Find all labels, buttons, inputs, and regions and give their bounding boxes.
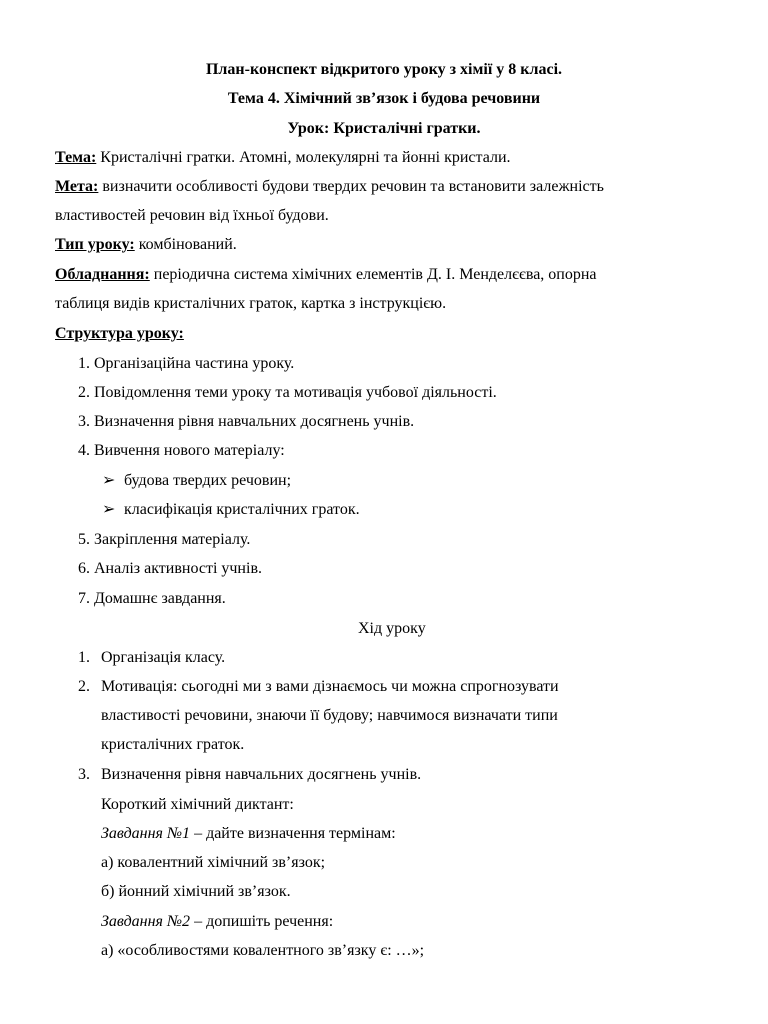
structure-item: 6. Аналіз активності учнів.	[78, 560, 262, 577]
structure-subitem	[102, 471, 291, 491]
task-2-row	[101, 912, 333, 932]
subitem-text: будова твердих речовин;	[124, 472, 292, 489]
course-item-text: властивості речовини, знаючи її будову; навчимося визначати типи	[101, 707, 558, 724]
structure-item: 1. Організаційна частина уроку.	[78, 355, 295, 372]
structure-item: 7. Домашнє завдання.	[78, 590, 226, 607]
document-title: План-конспект відкритого уроку з хімії у 8 класі.	[205, 61, 563, 78]
goal-row	[55, 177, 604, 197]
structure-heading: Структура уроку:	[55, 325, 184, 342]
task-1-item: а) ковалентний хімічний зв’язок;	[101, 854, 326, 871]
subitem-text: класифікація кристалічних граток.	[124, 501, 360, 518]
arrow-bullet-icon: ➢	[102, 501, 116, 518]
dictation-heading: Короткий хімічний диктант:	[101, 796, 294, 813]
structure-item: 4. Вивчення нового матеріалу:	[78, 442, 285, 459]
lesson-type-row	[55, 235, 237, 255]
structure-subitem	[102, 500, 360, 520]
theme-line: Тема 4. Хімічний зв’язок і будова речовини	[227, 90, 541, 107]
equipment-text: періодична система хімічних елементів Д. І. Менделєєва, опорна	[153, 266, 597, 283]
task-1-row	[101, 824, 396, 844]
course-item-number: 1.	[78, 649, 90, 666]
goal-text-continued: властивостей речовин від їхньої будови.	[55, 207, 329, 224]
task-1-item: б) йонний хімічний зв’язок.	[101, 883, 291, 900]
structure-item: 2. Повідомлення теми уроку та мотивація учбової діяльності.	[78, 384, 497, 401]
task-2-text: – допишіть речення:	[190, 913, 334, 930]
equipment-label: Обладнання:	[55, 266, 150, 283]
task-2-item: а) «особливостями ковалентного зв’язку є: …»;	[101, 942, 425, 959]
lesson-type-label: Тип уроку:	[55, 236, 135, 253]
course-item-number: 3.	[78, 766, 90, 783]
topic-label: Тема:	[55, 149, 97, 166]
structure-item: 5. Закріплення матеріалу.	[78, 531, 251, 548]
course-item-text: Мотивація: сьогодні ми з вами дізнаємось чи можна спрогнозувати	[101, 678, 559, 695]
goal-text: визначити особливості будови твердих речовин та встановити залежність	[102, 178, 604, 195]
equipment-row	[55, 265, 597, 285]
equipment-text-continued: таблиця видів кристалічних граток, картка з інструкцією.	[55, 295, 447, 312]
course-item-text: кристалічних граток.	[101, 736, 245, 753]
structure-item: 3. Визначення рівня навчальних досягнень учнів.	[78, 413, 415, 430]
lesson-type-text: комбінований.	[138, 236, 237, 253]
course-item-number: 2.	[78, 678, 90, 695]
goal-label: Мета:	[55, 178, 99, 195]
course-item-text: Визначення рівня навчальних досягнень учнів.	[101, 766, 422, 783]
task-1-text: – дайте визначення термінам:	[190, 825, 396, 842]
task-1-label: Завдання №1	[101, 825, 191, 842]
topic-row	[55, 148, 511, 168]
arrow-bullet-icon: ➢	[102, 472, 116, 489]
topic-text: Кристалічні гратки. Атомні, молекулярні та йонні кристали.	[100, 149, 511, 166]
task-2-label: Завдання №2	[101, 913, 191, 930]
lesson-course-heading: Хід уроку	[358, 620, 426, 637]
course-item-text: Організація класу.	[101, 649, 226, 666]
lesson-line: Урок: Кристалічні гратки.	[287, 120, 481, 137]
